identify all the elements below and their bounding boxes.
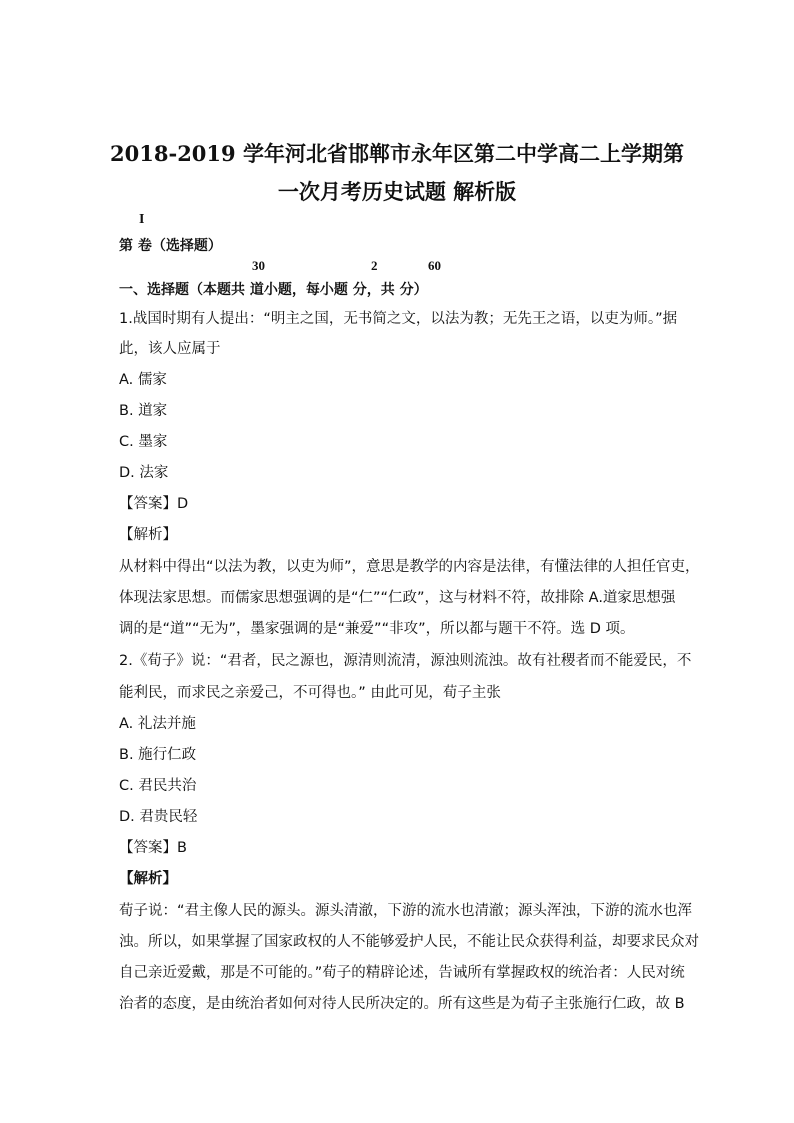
- points-per-question: 2: [371, 258, 378, 273]
- q1-analysis-line-1: 从材料中得出“以法为教，以吏为师”，意思是教学的内容是法律，有懂法律的人担任官吏，: [119, 559, 700, 575]
- q2-analysis-line-4: 治者的态度，是由统治者如何对待人民所决定的。所有这些是为荀子主张施行仁政，故 B: [119, 996, 685, 1012]
- q1-option-c: C. 墨家: [119, 434, 168, 450]
- total-points: 60: [428, 258, 441, 273]
- q2-option-a: A. 礼法并施: [119, 716, 196, 732]
- q1-option-b: B. 道家: [119, 403, 168, 419]
- q2-analysis-line-1: 荀子说：“君主像人民的源头。源头清澈，下游的流水也清澈；源头浑浊，下游的流水也浑: [119, 903, 693, 919]
- q1-analysis-label: 【解析】: [119, 527, 177, 543]
- q1-option-a: A. 儒家: [119, 372, 167, 388]
- q2-option-d: D. 君贵民轻: [119, 809, 198, 825]
- q2-option-b: B. 施行仁政: [119, 747, 197, 763]
- q2-analysis-line-2: 浊。所以，如果掌握了国家政权的人不能够爱护人民，不能让民众获得利益，却要求民众对: [119, 934, 699, 950]
- q2-option-c: C. 君民共治: [119, 778, 197, 794]
- document-title-line-2: 一次月考历史试题 解析版: [277, 179, 517, 204]
- q1-answer: 【答案】D: [119, 496, 189, 512]
- question-count: 30: [252, 258, 265, 273]
- q2-answer: 【答案】B: [119, 840, 187, 856]
- section-heading: 一、选择题（本题共 道小题，每小题 分，共 分）: [119, 282, 428, 298]
- q2-stem-line-1: 2.《荀子》说：“君者，民之源也，源清则流清，源浊则流浊。故有社稷者而不能爱民，不: [119, 653, 692, 669]
- part-roman-numeral: I: [139, 212, 145, 227]
- q2-analysis-label: 【解析】: [119, 871, 177, 887]
- part-label: 第 卷（选择题）: [119, 238, 222, 254]
- q1-analysis-line-2: 体现法家思想。而儒家思想强调的是“仁”“仁政”，这与材料不符，故排除 A.道家思想强: [119, 590, 676, 606]
- q1-option-d: D. 法家: [119, 465, 169, 481]
- q1-stem-line-2: 此，该人应属于: [119, 341, 221, 357]
- q1-analysis-line-3: 调的是“道”“无为”，墨家强调的是“兼爱”“非攻”，所以都与题干不符。选 D 项。: [119, 621, 635, 637]
- q2-analysis-line-3: 自己亲近爱戴，那是不可能的。”荀子的精辟论述，告诫所有掌握政权的统治者：人民对统: [119, 965, 685, 981]
- q1-stem-line-1: 1.战国时期有人提出：“明主之国，无书简之文，以法为教；无先王之语，以吏为师。”据: [119, 311, 678, 327]
- document-title-line-1: 2018-2019 学年河北省邯郸市永年区第二中学高二上学期第: [110, 141, 684, 166]
- q2-stem-line-2: 能利民，而求民之亲爱己，不可得也。” 由此可见，荀子主张: [119, 685, 501, 701]
